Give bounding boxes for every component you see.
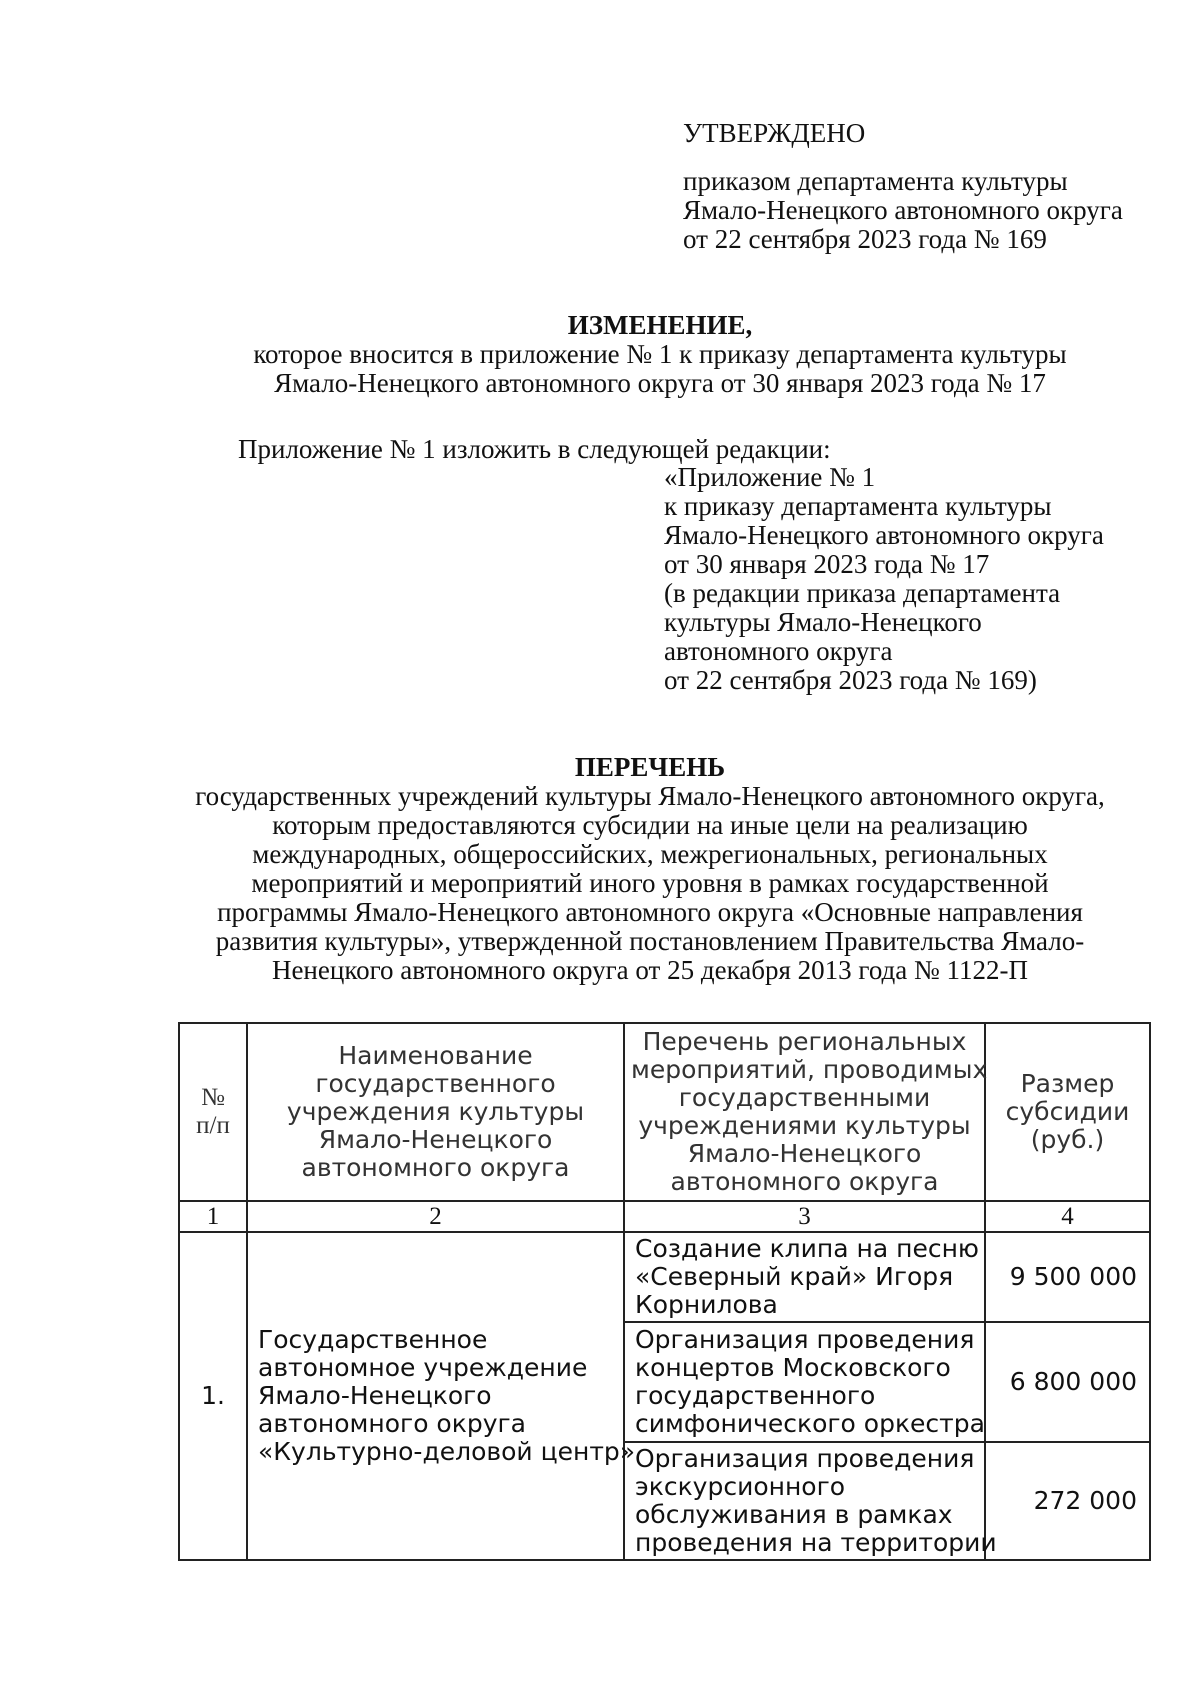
approval-title: УТВЕРЖДЕНО [683,118,866,148]
appendix-line: культуры Ямало-Ненецкого [664,607,982,637]
subsidy-amount: 6 800 000 [985,1322,1150,1442]
header-no: № п/п [179,1023,247,1201]
instruction-text: Приложение № 1 изложить в следующей редакции: [238,434,831,464]
approval-line: Ямало-Ненецкого автономного округа [683,195,1123,225]
list-title: ПЕРЕЧЕНЬ [574,752,726,782]
appendix-line: Ямало-Ненецкого автономного округа [664,520,1104,550]
change-heading [200,311,1120,398]
change-line: Ямало-Ненецкого автономного округа от 30 января 2023 года № 17 [274,368,1046,398]
subsidy-amount: 272 000 [985,1442,1150,1560]
approval-line: приказом департамента культуры [683,166,1068,196]
appendix-line: от 22 сентября 2023 года № 169) [664,665,1037,695]
list-line: развития культуры», утвержденной постановлением Правительства Ямало- [215,926,1085,956]
list-line: государственных учреждений культуры Ямало-Ненецкого автономного округа, [195,781,1105,811]
list-line: программы Ямало-Ненецкого автономного округа «Основные направления [217,897,1083,927]
list-line: Ненецкого автономного округа от 25 декабря 2013 года № 1122-П [271,955,1029,985]
approval-line: от 22 сентября 2023 года № 169 [683,224,1047,254]
appendix-line: к приказу департамента культуры [664,491,1052,521]
appendix-line: (в редакции приказа департамента [664,578,1061,608]
event-description: Организация проведения экскурсионного обслуживания в рамках проведения на территории [624,1442,985,1560]
list-line: мероприятий и мероприятий иного уровня в рамках государственной [251,868,1049,898]
change-title: ИЗМЕНЕНИЕ, [567,310,753,340]
column-number-row [179,1201,1150,1232]
row-index: 1. [179,1232,247,1560]
change-line: которое вносится в приложение № 1 к приказу департамента культуры [253,339,1067,369]
appendix-reference [664,463,1104,695]
column-number: 2 [247,1201,624,1232]
appendix-line: автономного округа [664,636,893,666]
header-name: Наименование государственного учреждения культуры Ямало-Ненецкого автономного округа [247,1023,624,1201]
column-number: 4 [985,1201,1150,1232]
organization-name: Государственное автономное учреждение Ямало-Ненецкого автономного округа «Культурно-деловой центр» [247,1232,624,1560]
column-number: 1 [179,1201,247,1232]
list-heading [150,753,1150,985]
subsidy-amount: 9 500 000 [985,1232,1150,1322]
list-line: международных, общероссийских, межрегиональных, региональных [252,839,1048,869]
header-amount: Размер субсидии (руб.) [985,1023,1150,1201]
list-line: которым предоставляются субсидии на иные цели на реализацию [272,810,1028,840]
appendix-line: «Приложение № 1 [664,462,876,492]
table-header-row [179,1023,1150,1201]
subsidy-table [178,1022,1151,1561]
header-events: Перечень региональных мероприятий, проводимых государственными учреждениями культуры Ямало-Ненецкого автономного округа [624,1023,985,1201]
approval-block [683,119,1123,254]
event-description: Создание клипа на песню «Северный край» Игоря Корнилова [624,1232,985,1322]
event-description: Организация проведения концертов Московского государственного симфонического оркестра [624,1322,985,1442]
table-row [179,1232,1150,1322]
appendix-line: от 30 января 2023 года № 17 [664,549,990,579]
column-number: 3 [624,1201,985,1232]
